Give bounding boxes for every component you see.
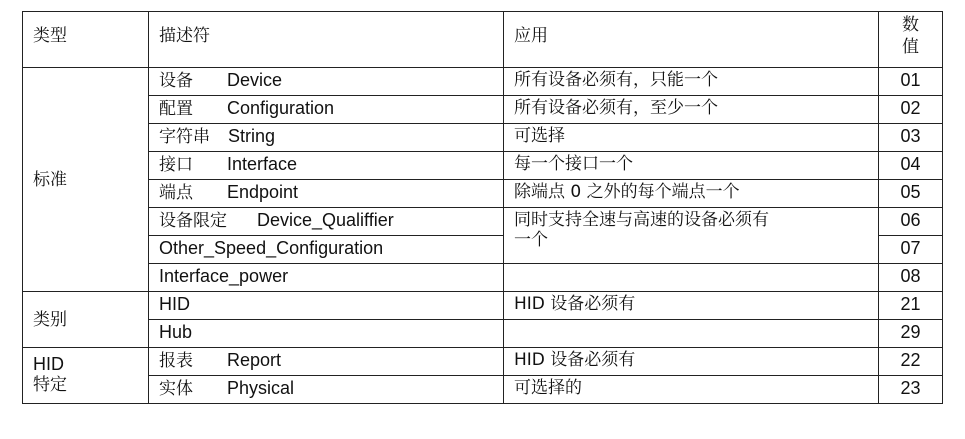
group-class: 类别 bbox=[23, 292, 149, 348]
number-cell: 05 bbox=[879, 180, 943, 208]
table-row bbox=[23, 208, 943, 236]
table-row bbox=[23, 68, 943, 96]
table-row bbox=[23, 96, 943, 124]
application-cell: HID 设备必须有 bbox=[504, 348, 879, 376]
application-cell: 可选择 bbox=[504, 124, 879, 152]
number-cell: 07 bbox=[879, 236, 943, 264]
table-row bbox=[23, 180, 943, 208]
descriptor-cn: 字符串 bbox=[159, 127, 210, 147]
number-cell: 06 bbox=[879, 208, 943, 236]
group-hid-line1: HID bbox=[33, 354, 64, 374]
number-cell: 21 bbox=[879, 292, 943, 320]
number-cell: 01 bbox=[879, 68, 943, 96]
descriptor-en: Endpoint bbox=[227, 182, 299, 202]
descriptor-en: Interface_power bbox=[159, 266, 289, 286]
descriptor-cell bbox=[149, 376, 504, 404]
descriptor-cn: 报表 bbox=[159, 351, 193, 371]
descriptor-en: HID bbox=[159, 294, 190, 314]
header-type: 类型 bbox=[23, 12, 149, 68]
table-row bbox=[23, 320, 943, 348]
descriptor-cell bbox=[149, 152, 504, 180]
number-cell: 03 bbox=[879, 124, 943, 152]
descriptor-cell bbox=[149, 96, 504, 124]
table-row bbox=[23, 124, 943, 152]
descriptor-en: Device_Qualiffier bbox=[257, 210, 394, 230]
descriptor-cell bbox=[149, 320, 504, 348]
descriptor-cell bbox=[149, 180, 504, 208]
number-cell: 04 bbox=[879, 152, 943, 180]
application-cell bbox=[504, 320, 879, 348]
header-application: 应用 bbox=[504, 12, 879, 68]
header-number-line1: 数 bbox=[902, 15, 919, 35]
descriptor-cell bbox=[149, 292, 504, 320]
application-cell bbox=[504, 264, 879, 292]
application-line1: 同时支持全速与高速的设备必须有 bbox=[514, 210, 769, 230]
descriptor-cell bbox=[149, 68, 504, 96]
header-number bbox=[879, 12, 943, 68]
application-cell: 可选择的 bbox=[504, 376, 879, 404]
descriptor-en: Configuration bbox=[227, 98, 335, 118]
descriptor-en: Report bbox=[227, 350, 282, 370]
descriptor-cell bbox=[149, 208, 504, 236]
descriptor-en: Device bbox=[227, 70, 283, 90]
descriptor-cell bbox=[149, 124, 504, 152]
descriptor-en: String bbox=[228, 126, 276, 146]
descriptor-cn: 端点 bbox=[159, 183, 193, 203]
table-row bbox=[23, 376, 943, 404]
descriptor-en: Physical bbox=[227, 378, 295, 398]
group-standard: 标准 bbox=[23, 68, 149, 292]
descriptor-cn: 接口 bbox=[159, 155, 193, 175]
header-row bbox=[23, 12, 943, 68]
descriptor-table-container bbox=[22, 11, 943, 404]
table-row bbox=[23, 264, 943, 292]
descriptor-cn: 设备 bbox=[159, 71, 193, 91]
number-cell: 23 bbox=[879, 376, 943, 404]
number-cell: 29 bbox=[879, 320, 943, 348]
application-cell: 所有设备必须有，至少一个 bbox=[504, 96, 879, 124]
header-descriptor: 描述符 bbox=[149, 12, 504, 68]
descriptor-cell bbox=[149, 264, 504, 292]
header-number-line2: 值 bbox=[902, 37, 919, 57]
descriptor-en: Hub bbox=[159, 322, 193, 342]
number-cell: 22 bbox=[879, 348, 943, 376]
table-row bbox=[23, 152, 943, 180]
table-row bbox=[23, 348, 943, 376]
descriptor-cn: 设备限定 bbox=[159, 211, 227, 231]
descriptor-cn: 实体 bbox=[159, 379, 193, 399]
descriptor-en: Other_Speed_Configuration bbox=[159, 238, 384, 258]
application-line2: 一个 bbox=[514, 230, 548, 250]
application-cell: HID 设备必须有 bbox=[504, 292, 879, 320]
application-cell bbox=[504, 208, 879, 264]
descriptor-en: Interface bbox=[227, 154, 298, 174]
application-cell: 所有设备必须有，只能一个 bbox=[504, 68, 879, 96]
number-cell: 08 bbox=[879, 264, 943, 292]
table-row bbox=[23, 292, 943, 320]
descriptor-cell bbox=[149, 236, 504, 264]
descriptor-cell bbox=[149, 348, 504, 376]
application-cell: 每一个接口一个 bbox=[504, 152, 879, 180]
number-cell: 02 bbox=[879, 96, 943, 124]
descriptor-cn: 配置 bbox=[159, 99, 193, 119]
group-hid-line2: 特定 bbox=[33, 375, 67, 395]
group-hid-specific bbox=[23, 348, 149, 404]
descriptor-table bbox=[22, 11, 943, 404]
application-cell: 除端点 0 之外的每个端点一个 bbox=[504, 180, 879, 208]
